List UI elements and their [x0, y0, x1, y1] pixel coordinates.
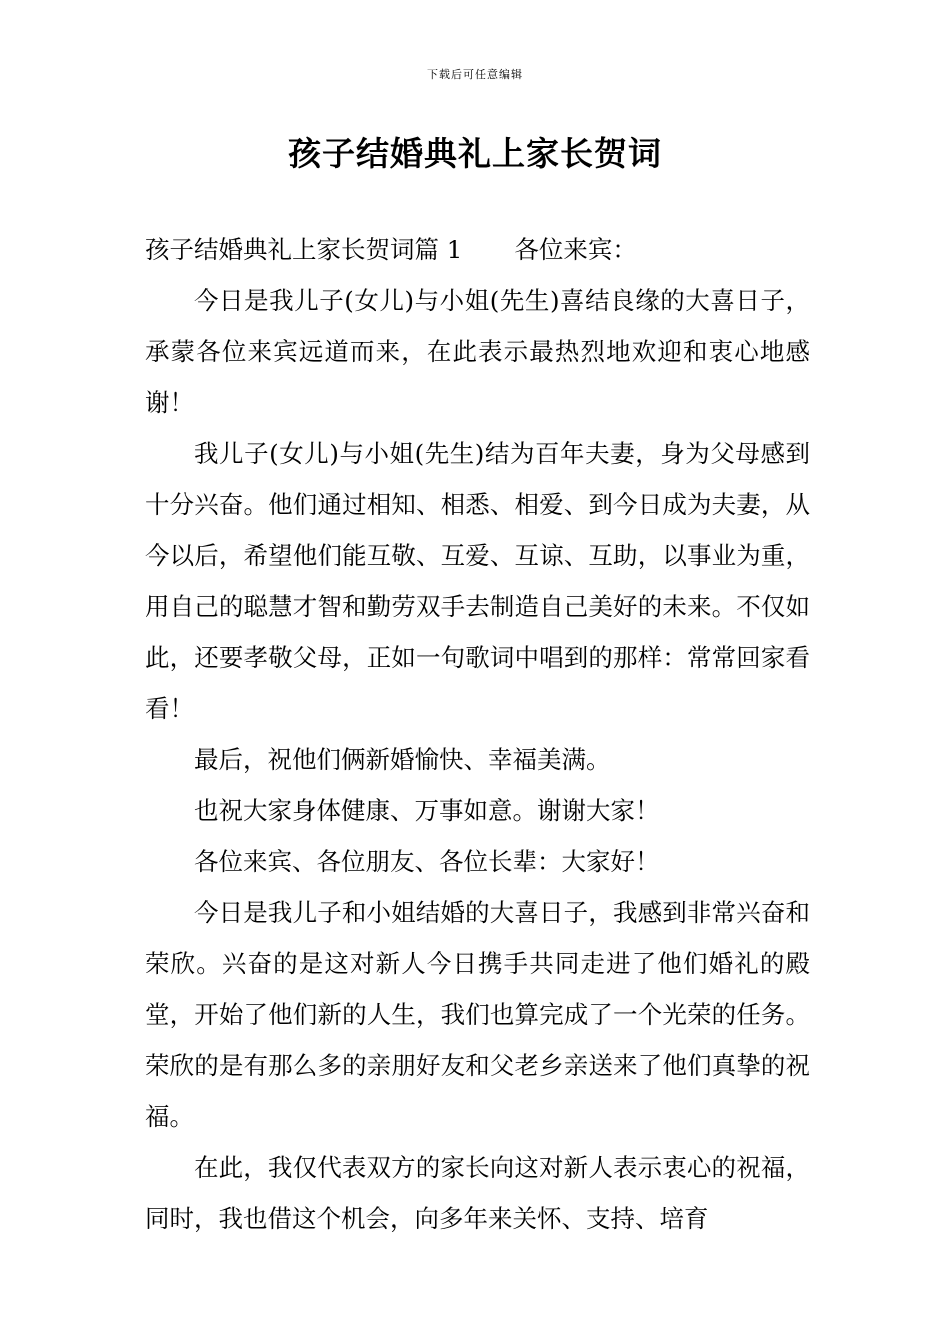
paragraph: 我儿子(女儿)与小姐(先生)结为百年夫妻，身为父母感到十分兴奋。他们通过相知、相悉、相爱、到今日成为夫妻，从今以后，希望他们能互敬、互爱、互谅、互助，以事业为重，用自己的聪慧才智和勤劳双手去制造自己美好的未来。不仅如此，还要孝敬父母，正如一句歌词中唱到的那样：常常回家看看！ — [145, 439, 810, 723]
paragraph: 在此，我仅代表双方的家长向这对新人表示衷心的祝福，同时，我也借这个机会，向多年来关怀、支持、培育 — [145, 1153, 810, 1233]
paragraph: 也祝大家身体健康、万事如意。谢谢大家！ — [194, 796, 660, 825]
salutation: 各位来宾： — [514, 235, 637, 264]
document-title: 孩子结婚典礼上家长贺词 — [288, 134, 662, 173]
document-body — [145, 224, 810, 1244]
paragraph: 今日是我儿子(女儿)与小姐(先生)喜结良缘的大喜日子，承蒙各位来宾远道而来，在此表示最热烈地欢迎和衷心地感谢！ — [145, 286, 810, 417]
paragraph: 最后，祝他们俩新婚愉快、幸福美满。 — [194, 745, 611, 774]
paragraph: 今日是我儿子和小姐结婚的大喜日子，我感到非常兴奋和荣欣。兴奋的是这对新人今日携手共同走进了他们婚礼的殿堂，开始了他们新的人生，我们也算完成了一个光荣的任务。荣欣的是有那么多的亲朋好友和父老乡亲送来了他们真挚的祝福。 — [145, 898, 810, 1131]
section-heading: 孩子结婚典礼上家长贺词篇 1 — [145, 235, 463, 264]
paragraph: 各位来宾、各位朋友、各位长辈：大家好！ — [194, 847, 660, 876]
section-heading-line — [145, 224, 810, 275]
header-note: 下载后可任意编辑 — [427, 68, 523, 81]
